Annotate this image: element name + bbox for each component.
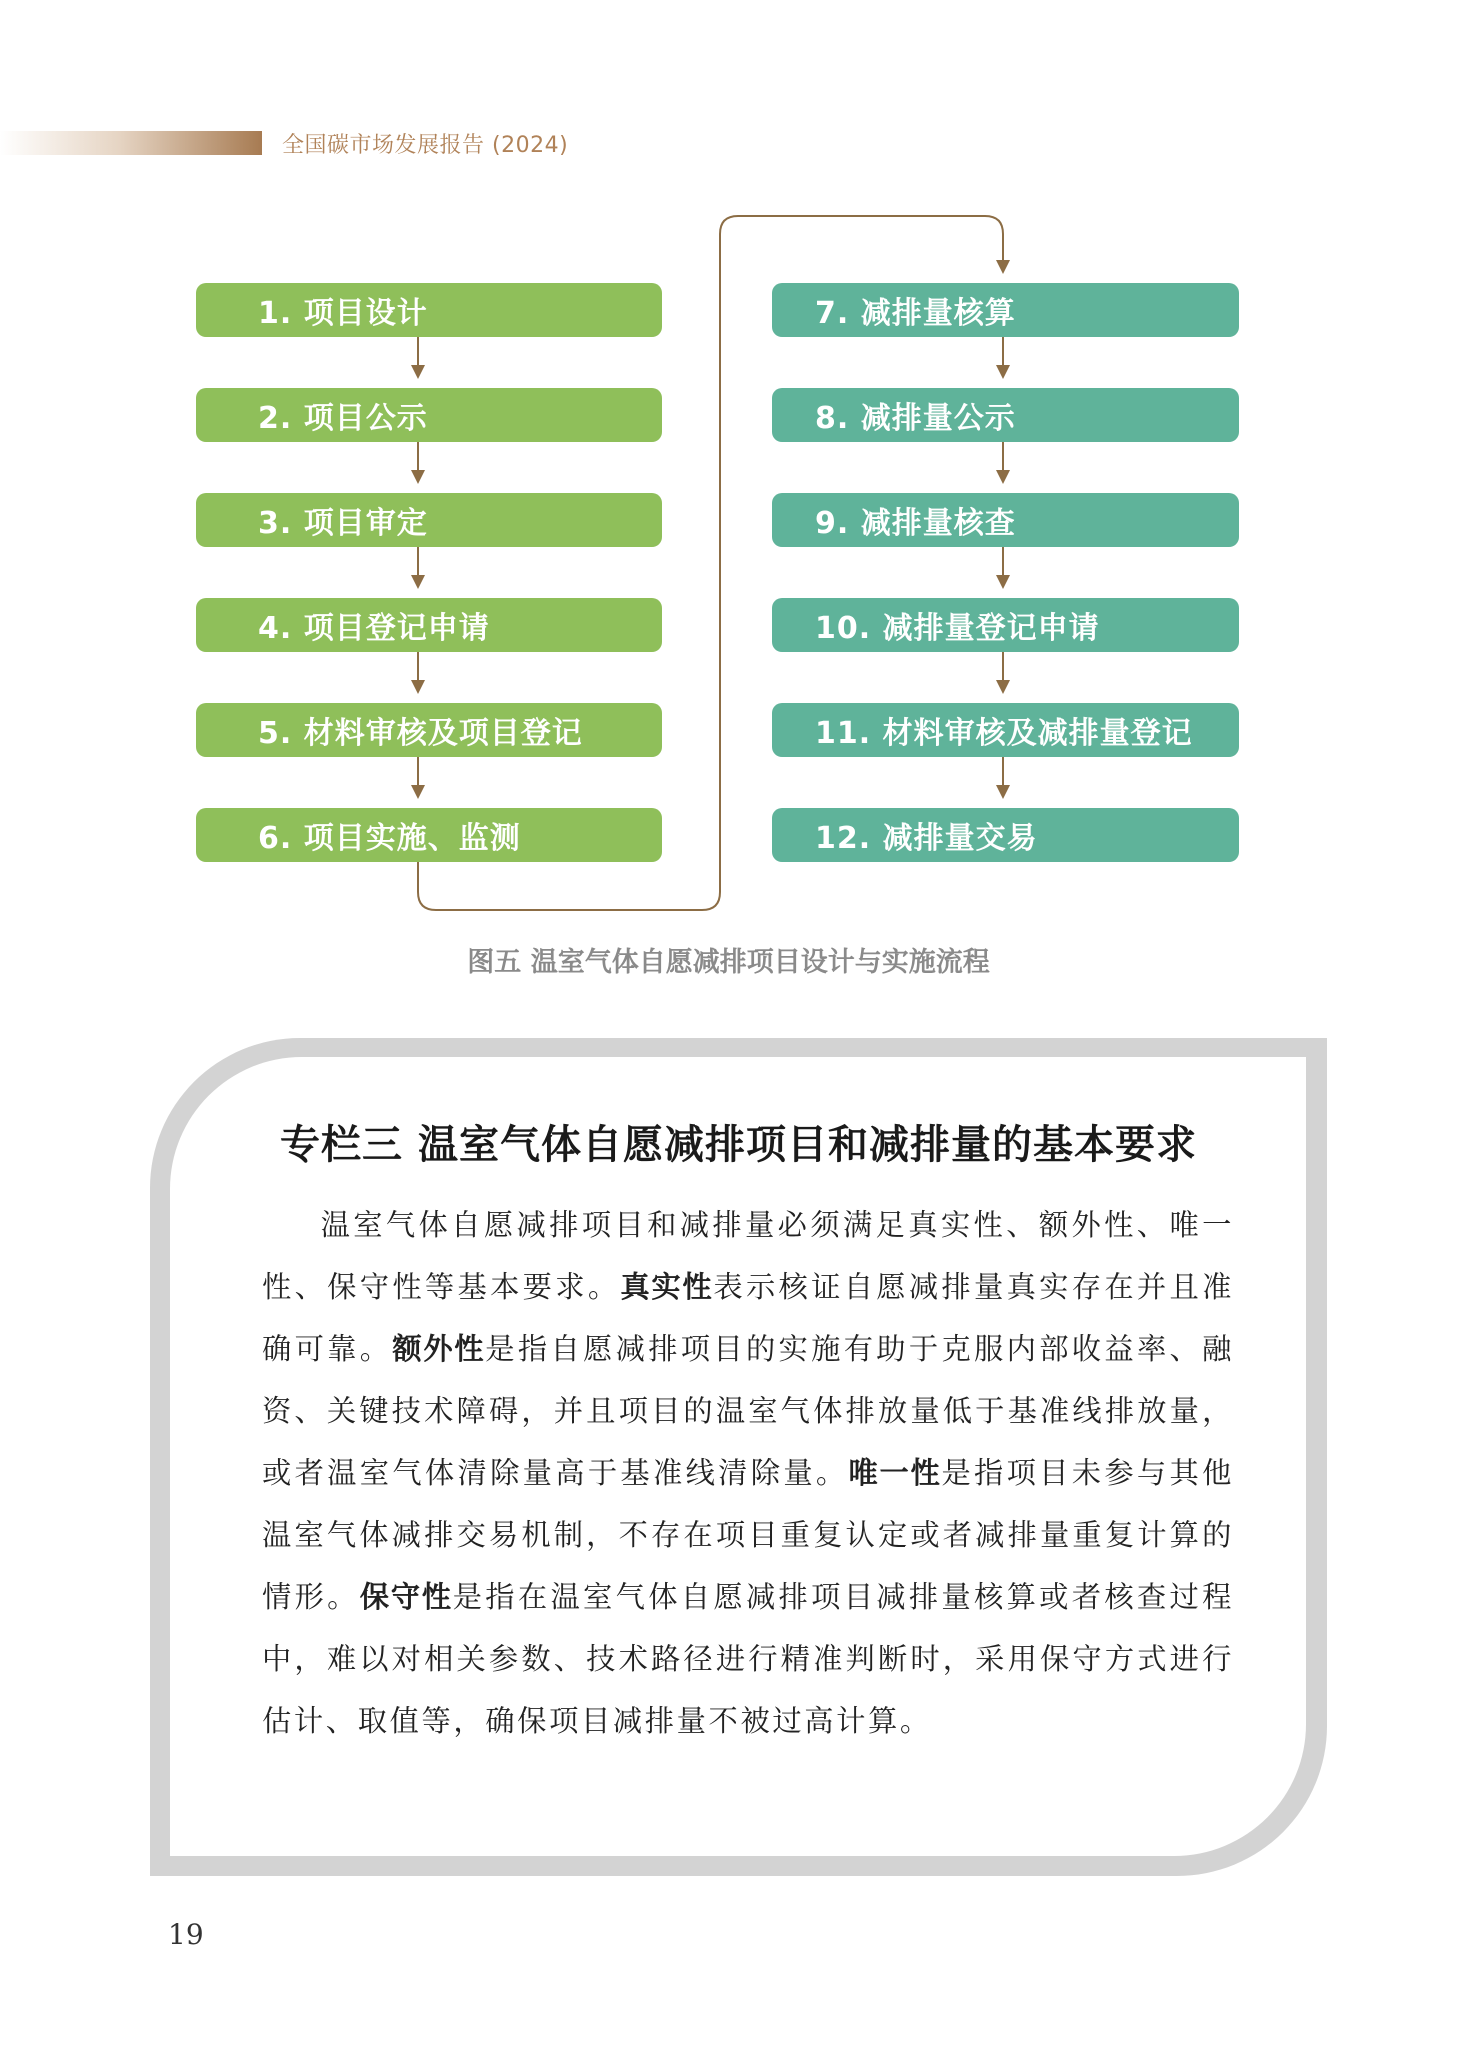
body-text-additionality: 是指自愿减排项目的实施有助于克服内部收益率、融资、关键技术障碍，并且项目的温室气体排放量低于基准线排放量，或者温室气体清除量高于基准线清除量。 <box>262 1332 1235 1490</box>
sidebar-box-title: 专栏三 温室气体自愿减排项目和减排量的基本要求 <box>280 1121 1197 1168</box>
body-text-intro: 温室气体自愿减排项目和减排量必须满足真实性、额外性、唯一性、保守性等基本要求。 <box>262 1208 1234 1304</box>
flow-step-2: 2. 项目公示 <box>196 388 662 442</box>
flow-step-11: 11. 材料审核及减排量登记 <box>772 703 1239 757</box>
term-authenticity: 真实性 <box>620 1270 714 1304</box>
body-text-conservativeness: 是指在温室气体自愿减排项目减排量核算或者核查过程中，难以对相关参数、技术路径进行精准判断时，采用保守方式进行估计、取值等，确保项目减排量不被过高计算。 <box>262 1580 1234 1738</box>
report-title: 全国碳市场发展报告 (2024) <box>282 133 569 158</box>
flow-step-9: 9. 减排量核查 <box>772 493 1239 547</box>
flow-step-3: 3. 项目审定 <box>196 493 662 547</box>
flow-step-1: 1. 项目设计 <box>196 283 662 337</box>
flow-step-4: 4. 项目登记申请 <box>196 598 662 652</box>
flow-step-12: 12. 减排量交易 <box>772 808 1239 862</box>
flow-step-8: 8. 减排量公示 <box>772 388 1239 442</box>
page-number: 19 <box>168 1918 204 1951</box>
body-text-authenticity: 表示核证自愿减排量真实存在并且准确可靠。 <box>262 1270 1234 1366</box>
term-uniqueness: 唯一性 <box>848 1456 942 1490</box>
flow-step-10: 10. 减排量登记申请 <box>772 598 1239 652</box>
sidebar-box-body <box>262 1194 1234 1752</box>
term-conservativeness: 保守性 <box>359 1580 453 1614</box>
flow-connectors <box>0 0 1457 920</box>
body-text-uniqueness: 是指项目未参与其他温室气体减排交易机制，不存在项目重复认定或者减排量重复计算的情形。 <box>262 1456 1234 1614</box>
figure-caption: 图五 温室气体自愿减排项目设计与实施流程 <box>467 947 990 978</box>
flow-step-6: 6. 项目实施、监测 <box>196 808 662 862</box>
flow-step-7: 7. 减排量核算 <box>772 283 1239 337</box>
term-additionality: 额外性 <box>392 1332 486 1366</box>
flow-step-5: 5. 材料审核及项目登记 <box>196 703 662 757</box>
